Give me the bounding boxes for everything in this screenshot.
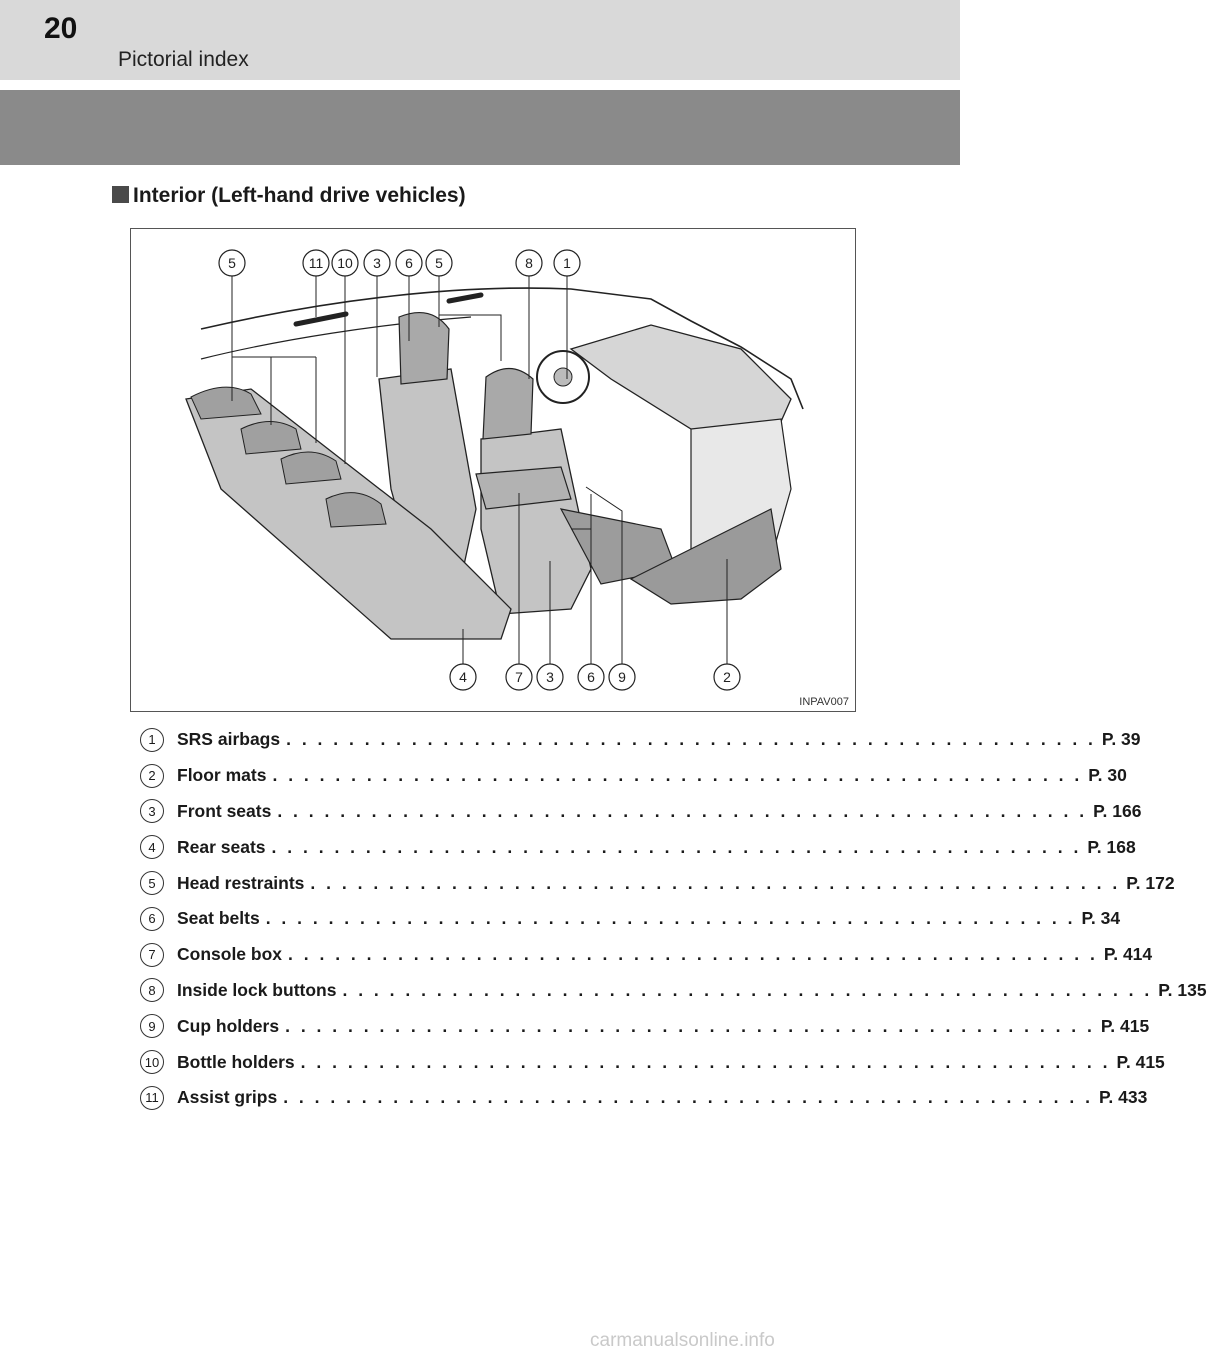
item-page-reference[interactable]: P. 39 bbox=[1101, 729, 1141, 750]
item-label: Seat belts bbox=[177, 908, 260, 929]
item-page-reference[interactable]: P. 135 bbox=[1158, 979, 1207, 1000]
index-item bbox=[140, 758, 1127, 794]
dot-leader: . . . . . . . . . . . . . . . . . . . . . . . . . . . . . . . . . . . . . . . . . . . . . . . . . . . . bbox=[285, 1015, 1095, 1036]
top-callout-label: 3 bbox=[373, 255, 381, 271]
top-callout-label: 6 bbox=[405, 255, 413, 271]
top-callout-label: 5 bbox=[228, 255, 236, 271]
index-item bbox=[140, 1008, 1150, 1044]
bottom-callout-label: 7 bbox=[515, 669, 523, 685]
item-label: Head restraints bbox=[177, 872, 305, 893]
item-number-badge: 10 bbox=[140, 1050, 164, 1074]
item-label: Bottle holders bbox=[177, 1051, 295, 1072]
item-number-badge: 2 bbox=[140, 764, 164, 788]
dot-leader: . . . . . . . . . . . . . . . . . . . . . . . . . . . . . . . . . . . . . . . . . . . . . . . . . . . . bbox=[286, 729, 1096, 750]
item-label: SRS airbags bbox=[177, 729, 281, 750]
dot-leader: . . . . . . . . . . . . . . . . . . . . . . . . . . . . . . . . . . . . . . . . . . . . . . . . . . . . bbox=[288, 944, 1098, 965]
top-callout-label: 10 bbox=[337, 255, 353, 271]
item-page-reference[interactable]: P. 414 bbox=[1103, 944, 1153, 965]
top-callout-label: 11 bbox=[308, 255, 324, 271]
dot-leader: . . . . . . . . . . . . . . . . . . . . . . . . . . . . . . . . . . . . . . . . . . . . . . . . . . . . bbox=[300, 1051, 1111, 1072]
bottom-callout-label: 9 bbox=[618, 669, 626, 685]
index-item bbox=[140, 829, 1136, 865]
item-page-reference[interactable]: P. 433 bbox=[1098, 1087, 1148, 1108]
dot-leader: . . . . . . . . . . . . . . . . . . . . . . . . . . . . . . . . . . . . . . . . . . . . . . . . . . . . bbox=[342, 979, 1153, 1000]
top-callout-label: 5 bbox=[435, 255, 443, 271]
interior-illustration bbox=[130, 228, 856, 712]
dot-leader: . . . . . . . . . . . . . . . . . . . . . . . . . . . . . . . . . . . . . . . . . . . . . . . . . . . . bbox=[271, 836, 1082, 857]
decorative-gray-band bbox=[0, 90, 960, 165]
item-page-reference[interactable]: P. 415 bbox=[1100, 1015, 1150, 1036]
item-label: Console box bbox=[177, 944, 283, 965]
item-page-reference[interactable]: P. 168 bbox=[1087, 836, 1136, 857]
top-callout-label: 8 bbox=[525, 255, 533, 271]
item-number-badge: 9 bbox=[140, 1014, 164, 1038]
index-item bbox=[140, 1080, 1148, 1116]
bottom-callout-label: 4 bbox=[459, 669, 467, 685]
item-page-reference[interactable]: P. 415 bbox=[1116, 1051, 1165, 1072]
dot-leader: . . . . . . . . . . . . . . . . . . . . . . . . . . . . . . . . . . . . . . . . . . . . . . . . . . . . bbox=[283, 1087, 1093, 1108]
item-page-reference[interactable]: P. 34 bbox=[1081, 908, 1121, 929]
bottom-callout-label: 2 bbox=[723, 669, 731, 685]
item-number-badge: 6 bbox=[140, 907, 164, 931]
index-item bbox=[140, 722, 1141, 758]
item-label: Rear seats bbox=[177, 836, 266, 857]
item-number-badge: 11 bbox=[140, 1086, 164, 1110]
figure-code: INPAV007 bbox=[799, 696, 849, 708]
item-page-reference[interactable]: P. 172 bbox=[1126, 872, 1175, 893]
section-title: Pictorial index bbox=[118, 48, 249, 71]
index-item bbox=[140, 937, 1153, 973]
dot-leader: . . . . . . . . . . . . . . . . . . . . . . . . . . . . . . . . . . . . . . . . . . . . . . . . . . . . bbox=[265, 908, 1076, 929]
item-page-reference[interactable]: P. 166 bbox=[1093, 800, 1142, 821]
index-item bbox=[140, 794, 1142, 830]
item-label: Front seats bbox=[177, 800, 272, 821]
item-label: Cup holders bbox=[177, 1015, 280, 1036]
index-item bbox=[140, 865, 1175, 901]
item-number-badge: 5 bbox=[140, 871, 164, 895]
bottom-callout-label: 6 bbox=[587, 669, 595, 685]
top-callout-label: 1 bbox=[563, 255, 571, 271]
index-item bbox=[140, 1044, 1165, 1080]
watermark: carmanualsonline.info bbox=[590, 1330, 775, 1351]
index-item bbox=[140, 901, 1121, 937]
item-number-badge: 4 bbox=[140, 835, 164, 859]
item-label: Inside lock buttons bbox=[177, 979, 337, 1000]
bottom-callout-label: 3 bbox=[546, 669, 554, 685]
page-number: 20 bbox=[44, 12, 78, 45]
item-number-badge: 1 bbox=[140, 728, 164, 752]
callouts-bottom bbox=[450, 664, 740, 690]
index-item bbox=[140, 973, 1207, 1009]
dot-leader: . . . . . . . . . . . . . . . . . . . . . . . . . . . . . . . . . . . . . . . . . . . . . . . . . . . . bbox=[277, 800, 1088, 821]
callouts-top bbox=[219, 250, 580, 276]
item-page-reference[interactable]: P. 30 bbox=[1088, 765, 1127, 786]
interior-drawing bbox=[131, 229, 855, 711]
item-label: Floor mats bbox=[177, 765, 267, 786]
page-heading bbox=[112, 184, 466, 208]
dot-leader: . . . . . . . . . . . . . . . . . . . . . . . . . . . . . . . . . . . . . . . . . . . . . . . . . . . . bbox=[272, 765, 1083, 786]
item-label: Assist grips bbox=[177, 1087, 278, 1108]
item-number-badge: 3 bbox=[140, 799, 164, 823]
dot-leader: . . . . . . . . . . . . . . . . . . . . . . . . . . . . . . . . . . . . . . . . . . . . . . . . . . . . bbox=[310, 872, 1121, 893]
item-number-badge: 8 bbox=[140, 978, 164, 1002]
heading-text: Interior (Left-hand drive vehicles) bbox=[133, 184, 466, 207]
heading-square-icon bbox=[112, 186, 129, 203]
item-number-badge: 7 bbox=[140, 943, 164, 967]
items-list bbox=[140, 722, 1207, 1116]
